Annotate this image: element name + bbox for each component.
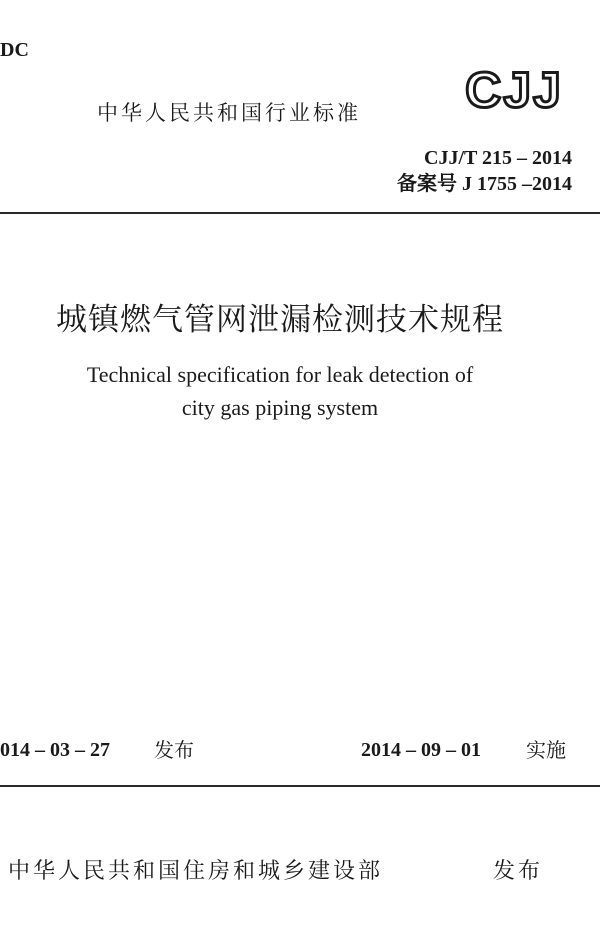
effective-date: 2014 – 09 – 01 <box>361 739 481 761</box>
issue-date: 014 – 03 – 27 <box>0 739 110 761</box>
bottom-divider <box>0 785 600 787</box>
record-number: 备案号 J 1755 –2014 <box>397 173 572 195</box>
issue-label: 发布 <box>154 738 194 762</box>
industry-standard-heading: 中华人民共和国行业标准 <box>97 101 361 125</box>
publisher-name: 中华人民共和国住房和城乡建设部 <box>8 859 384 884</box>
cjj-logo <box>452 62 576 118</box>
title-chinese: 城镇燃气管网泄漏检测技术规程 <box>56 302 504 338</box>
title-english-line2: city gas piping system <box>181 395 379 420</box>
publish-label: 发布 <box>493 859 544 884</box>
udc-label: DC <box>0 39 29 61</box>
effective-label: 实施 <box>526 738 566 762</box>
cjj-logo-text: CJJ <box>465 62 563 118</box>
top-divider <box>0 212 600 214</box>
standard-code: CJJ/T 215 – 2014 <box>424 147 572 169</box>
title-english-line1: Technical specification for leak detection of <box>86 362 474 387</box>
